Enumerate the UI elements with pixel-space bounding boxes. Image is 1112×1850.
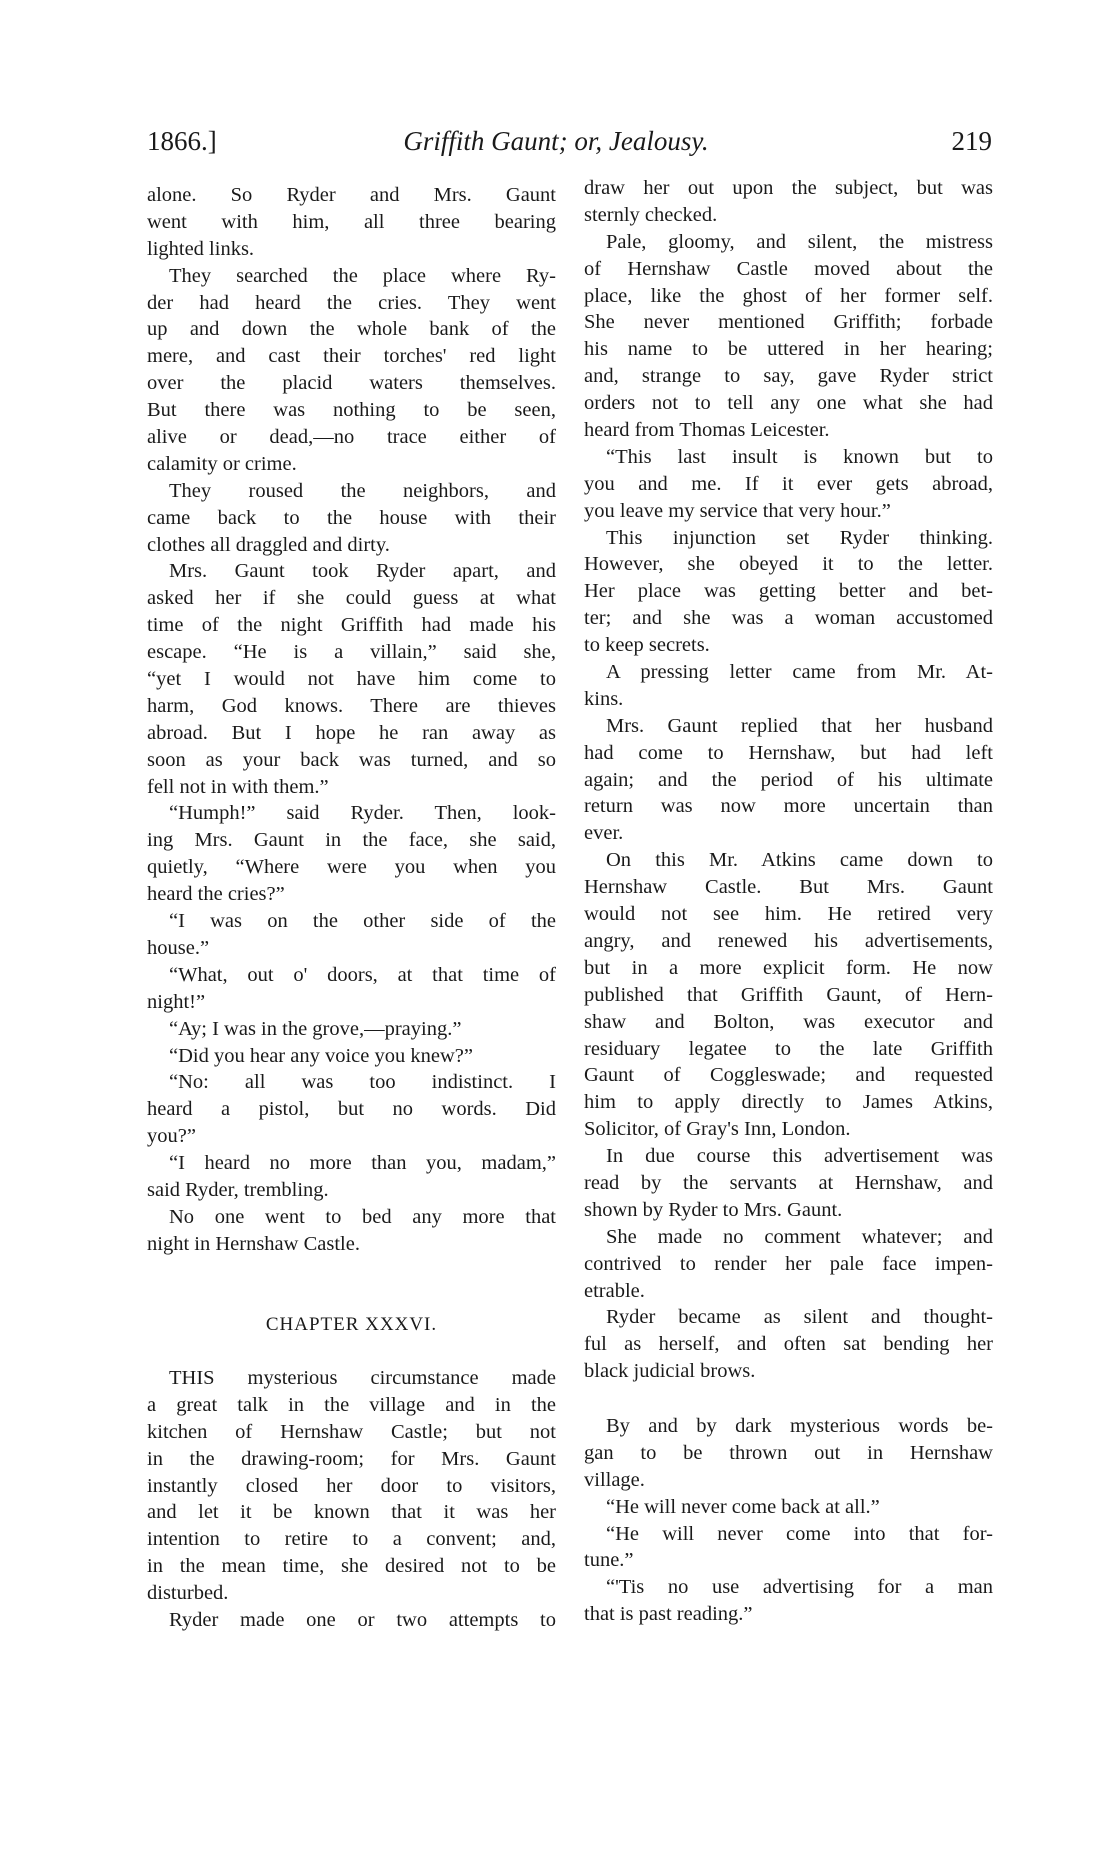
- text-line: came back to the house with their: [147, 506, 556, 529]
- text-line: up and down the whole bank of the: [147, 318, 556, 341]
- text-line: Ryder became as silent and thought-: [606, 1306, 993, 1329]
- text-line: escape. “He is a villain,” said she,: [147, 641, 556, 664]
- running-head-year: 1866.]: [147, 126, 217, 156]
- text-line: that is past reading.”: [584, 1603, 753, 1626]
- text-line: “yet I would not have him come to: [147, 668, 556, 691]
- paragraph: [147, 1043, 556, 1070]
- paragraph: [584, 175, 993, 229]
- text-line: a great talk in the village and in the: [147, 1393, 556, 1416]
- text-line: “Humph!” said Ryder. Then, look-: [169, 802, 556, 825]
- paragraph: [584, 1521, 993, 1575]
- right-column-top: [584, 175, 993, 1385]
- text-line: harm, God knows. There are thieves: [147, 694, 556, 717]
- text-line: heard from Thomas Leicester.: [584, 419, 830, 442]
- text-line: Mrs. Gaunt replied that her husband: [606, 714, 993, 737]
- text-line: you leave my service that very hour.”: [584, 499, 891, 522]
- text-line: village.: [584, 1468, 645, 1491]
- text-line: They searched the place where Ry-: [169, 264, 556, 287]
- page-number: 219: [951, 126, 992, 156]
- text-line: A pressing letter came from Mr. At-: [606, 661, 993, 684]
- paragraph: [584, 1574, 993, 1628]
- text-line: angry, and renewed his advertisements,: [584, 929, 993, 952]
- text-line: In due course this advertisement was: [606, 1145, 993, 1168]
- text-line: time of the night Griffith had made his: [147, 614, 556, 637]
- text-line: residuary legatee to the late Griffith: [584, 1037, 993, 1060]
- text-line: you and me. If it ever gets abroad,: [584, 472, 993, 495]
- paragraph: [584, 229, 993, 444]
- paragraph: [147, 1607, 556, 1634]
- paragraph: [147, 962, 556, 1016]
- text-line: Hernshaw Castle. But Mrs. Gaunt: [584, 876, 993, 899]
- paragraph: [147, 1016, 556, 1043]
- text-line: and, strange to say, gave Ryder strict: [584, 365, 993, 388]
- text-line: kitchen of Hernshaw Castle; but not: [147, 1420, 556, 1443]
- left-column-top: [147, 182, 556, 1258]
- text-line: “I heard no more than you, madam,”: [169, 1152, 556, 1175]
- paragraph: [584, 444, 993, 525]
- text-line: Solicitor, of Gray's Inn, London.: [584, 1118, 851, 1141]
- text-line: orders not to tell any one what she had: [584, 392, 993, 415]
- text-line: “I was on the other side of the: [169, 910, 556, 933]
- text-line: tune.”: [584, 1549, 634, 1572]
- paragraph: [147, 1365, 556, 1607]
- text-line: alive or dead,—no trace either of: [147, 426, 556, 449]
- text-line: his name to be uttered in her hearing;: [584, 338, 993, 361]
- text-line: gan to be thrown out in Hernshaw: [584, 1441, 993, 1464]
- text-line: went with him, all three bearing: [147, 210, 556, 233]
- text-line: Pale, gloomy, and silent, the mistress: [606, 230, 993, 253]
- text-line: intention to retire to a convent; and,: [147, 1528, 556, 1551]
- text-line: had come to Hernshaw, but had left: [584, 741, 993, 764]
- text-line: lighted links.: [147, 237, 255, 260]
- text-line: quietly, “Where were you when you: [147, 856, 556, 879]
- text-line: ever.: [584, 822, 624, 845]
- text-line: By and by dark mysterious words be-: [606, 1415, 993, 1437]
- text-line: you?”: [147, 1125, 196, 1148]
- text-line: but in a more explicit form. He now: [584, 956, 993, 979]
- paragraph: [584, 847, 993, 1143]
- paragraph: [147, 558, 556, 800]
- text-line: would not see him. He retired very: [584, 903, 993, 926]
- text-line: No one went to bed any more that: [169, 1205, 556, 1228]
- text-line: to keep secrets.: [584, 634, 710, 657]
- text-line: read by the servants at Hernshaw, and: [584, 1171, 993, 1194]
- text-line: “This last insult is known but to: [606, 445, 993, 468]
- running-title: Griffith Gaunt; or, Jealousy.: [403, 126, 709, 156]
- text-line: instantly closed her door to visitors,: [147, 1474, 556, 1497]
- text-line: black judicial brows.: [584, 1360, 756, 1383]
- paragraph: [584, 1494, 993, 1521]
- text-line: But there was nothing to be seen,: [147, 399, 556, 422]
- paragraph: [147, 1150, 556, 1204]
- text-line: “No: all was too indistinct. I: [169, 1071, 556, 1094]
- text-line: Gaunt of Coggleswade; and requested: [584, 1064, 993, 1087]
- text-line: in the drawing-room; for Mrs. Gaunt: [147, 1447, 556, 1470]
- text-line: “'Tis no use advertising for a man: [606, 1576, 993, 1599]
- right-column-bottom: [584, 1413, 993, 1628]
- text-line: etrable.: [584, 1279, 645, 1302]
- text-line: alone. So Ryder and Mrs. Gaunt: [147, 184, 556, 206]
- text-line: However, she obeyed it to the letter.: [584, 553, 993, 576]
- text-line: abroad. But I hope he ran away as: [147, 721, 556, 744]
- text-line: heard the cries?”: [147, 883, 285, 906]
- paragraph: [147, 182, 556, 263]
- text-line: kins.: [584, 687, 624, 710]
- text-line: She made no comment whatever; and: [606, 1225, 993, 1248]
- text-line: ful as herself, and often sat bending her: [584, 1333, 993, 1356]
- text-line: THIS mysterious circumstance made: [169, 1367, 556, 1389]
- text-line: him to apply directly to James Atkins,: [584, 1091, 993, 1114]
- text-line: in the mean time, she desired not to be: [147, 1555, 556, 1578]
- text-line: heard a pistol, but no words. Did: [147, 1098, 556, 1121]
- paragraph: [147, 263, 556, 478]
- left-column-bottom: [147, 1365, 556, 1634]
- paragraph: [147, 1204, 556, 1258]
- text-line: return was now more uncertain than: [584, 795, 993, 818]
- text-line: again; and the period of his ultimate: [584, 768, 993, 791]
- text-line: Mrs. Gaunt took Ryder apart, and: [169, 560, 556, 583]
- text-line: contrived to render her pale face impen-: [584, 1252, 993, 1275]
- text-line: asked her if she could guess at what: [147, 587, 556, 610]
- chapter-heading: CHAPTER XXXVI.: [265, 1314, 438, 1335]
- text-line: calamity or crime.: [147, 452, 297, 475]
- text-line: draw her out upon the subject, but was: [584, 177, 993, 199]
- text-line: place, like the ghost of her former self.: [584, 284, 993, 307]
- text-line: clothes all draggled and dirty.: [147, 533, 390, 556]
- text-line: She never mentioned Griffith; forbade: [584, 311, 993, 334]
- paragraph: [584, 713, 993, 847]
- text-line: This injunction set Ryder thinking.: [606, 526, 993, 549]
- text-line: They roused the neighbors, and: [169, 479, 556, 502]
- text-line: “He will never come back at all.”: [606, 1495, 880, 1518]
- text-line: shaw and Bolton, was executor and: [584, 1010, 993, 1033]
- paragraph: [584, 1413, 993, 1494]
- text-line: fell not in with them.”: [147, 775, 329, 798]
- text-line: said Ryder, trembling.: [147, 1178, 329, 1201]
- text-line: ing Mrs. Gaunt in the face, she said,: [147, 829, 556, 852]
- text-line: “Ay; I was in the grove,—praying.”: [169, 1017, 462, 1040]
- text-line: “What, out o' doors, at that time of: [169, 963, 556, 986]
- text-line: night in Hernshaw Castle.: [147, 1232, 360, 1255]
- text-line: over the placid waters themselves.: [147, 372, 556, 395]
- paragraph: [584, 1224, 993, 1305]
- text-line: shown by Ryder to Mrs. Gaunt.: [584, 1198, 843, 1221]
- text-line: Ryder made one or two attempts to: [169, 1609, 556, 1632]
- text-line: mere, and cast their torches' red light: [147, 345, 556, 368]
- paragraph: [147, 800, 556, 908]
- paragraph: [147, 478, 556, 559]
- text-line: sternly checked.: [584, 203, 718, 226]
- text-line: of Hernshaw Castle moved about the: [584, 257, 993, 280]
- text-line: Her place was getting better and bet-: [584, 580, 993, 603]
- paragraph: [147, 908, 556, 962]
- text-line: soon as your back was turned, and so: [147, 748, 556, 771]
- text-line: On this Mr. Atkins came down to: [606, 849, 993, 872]
- text-line: house.”: [147, 936, 210, 959]
- text-line: ter; and she was a woman accustomed: [584, 607, 993, 630]
- text-line: der had heard the cries. They went: [147, 291, 556, 314]
- paragraph: [584, 1143, 993, 1224]
- paragraph: [584, 1304, 993, 1385]
- text-line: disturbed.: [147, 1582, 229, 1605]
- paragraph: [147, 1069, 556, 1150]
- paragraph: [584, 659, 993, 713]
- text-line: “He will never come into that for-: [606, 1522, 993, 1545]
- text-line: and let it be known that it was her: [147, 1501, 556, 1524]
- paragraph: [584, 525, 993, 659]
- text-line: “Did you hear any voice you knew?”: [169, 1044, 473, 1067]
- text-line: night!”: [147, 990, 206, 1013]
- text-line: published that Griffith Gaunt, of Hern-: [584, 983, 993, 1006]
